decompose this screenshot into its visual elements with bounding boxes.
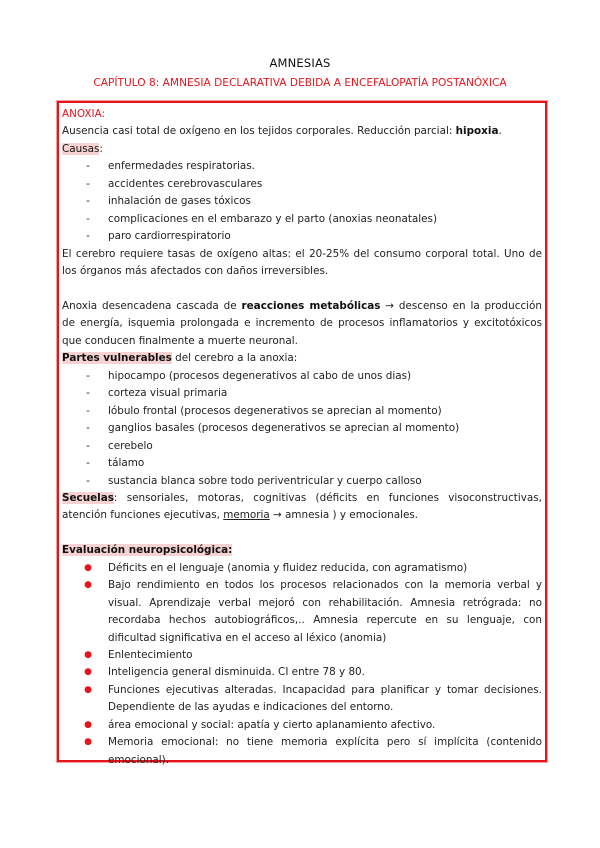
definition-end: . <box>498 125 502 138</box>
bullet-item <box>62 560 542 577</box>
evaluacion-label: Evaluación neuropsicológica: <box>62 544 233 557</box>
bullet-icon: ● <box>84 562 92 573</box>
list-item-text: tálamo <box>108 457 145 470</box>
list-item-text: accidentes cerebrovasculares <box>108 177 263 190</box>
list-item-text: ganglios basales (procesos degenerativos se aprecian al momento) <box>108 422 460 435</box>
list-item-text: cerebelo <box>108 439 153 452</box>
list-item-text: corteza visual primaria <box>108 387 228 400</box>
list-item: - sustancia blanca sobre todo periventricular y cuerpo calloso <box>62 473 542 490</box>
cascada-bold: reacciones metabólicas <box>241 299 381 312</box>
list-item-text: hipocampo (procesos degenerativos al cabo de unos dias) <box>108 369 412 382</box>
list-item: - paro cardiorrespiratorio <box>62 228 542 245</box>
list-item-text: complicaciones en el embarazo y el parto (anoxias neonatales) <box>108 212 438 225</box>
bullet-item <box>62 734 542 769</box>
bullet-item <box>62 717 542 734</box>
list-item-text: paro cardiorrespiratorio <box>108 230 231 243</box>
list-item: - accidentes cerebrovasculares <box>62 176 542 193</box>
list-item: - hipocampo (procesos degenerativos al cabo de unos dias) <box>62 368 542 385</box>
partes-heading <box>62 350 542 367</box>
evaluacion-heading <box>62 542 542 559</box>
list-item: - corteza visual primaria <box>62 385 542 402</box>
causas-list <box>62 158 542 245</box>
bullet-icon: ● <box>84 684 92 695</box>
cascada-text-end: → descenso en la producción de energía, isquemia prolongada e incremento de procesos inflamatorios y excitotóxicos que conducen finalmente a muerte neuronal. <box>62 299 542 347</box>
bullet-icon: ● <box>84 737 92 748</box>
list-item-text: lóbulo frontal (procesos degenerativos se aprecian al momento) <box>108 404 442 417</box>
list-item: - tálamo <box>62 455 542 472</box>
cerebro-paragraph: El cerebro requiere tasas de oxígeno altas: el 20-25% del consumo corporal total. Uno de los órganos más afectados con daños irreversibles. <box>62 247 542 278</box>
secuelas-paragraph <box>62 490 542 525</box>
secuelas-underlined: memoria <box>223 509 270 522</box>
chapter-title: CAPÍTULO 8: AMNESIA DECLARATIVA DEBIDA A ENCEFALOPATÍA POSTANÓXICA <box>93 77 507 89</box>
partes-rest: del cerebro a la anoxia: <box>171 352 298 365</box>
secuelas-label: Secuelas <box>62 491 114 504</box>
evaluacion-list <box>62 560 542 769</box>
bullet-text: área emocional y social: apatía y cierto aplanamiento afectivo. <box>108 718 436 731</box>
bullet-text: Funciones ejecutivas alteradas. Incapacidad para planificar y tomar decisiones. Dependiente de las ayudas e indicaciones del entorno. <box>108 683 542 714</box>
bullet-item <box>62 577 542 647</box>
list-item-text: sustancia blanca sobre todo periventricular y cuerpo calloso <box>108 474 422 487</box>
bullet-item <box>62 682 542 717</box>
secuelas-text-end: → amnesia ) y emocionales. <box>269 509 419 522</box>
bullet-icon: ● <box>84 667 92 678</box>
cascada-text: Anoxia desencadena cascada de <box>62 299 242 312</box>
causas-colon: : <box>99 142 103 155</box>
anoxia-box <box>57 101 547 766</box>
bullet-text: Bajo rendimiento en todos los procesos relacionados con la memoria verbal y visual. Aprendizaje verbal mejoró con rehabilitación. Amnesia retrógrada: no recordaba hechos autobiográficos,.. Amnesia repercute en su lenguaje, con dificultad significativa en el acceso al léxico (anomia) <box>108 579 542 644</box>
bullet-icon: ● <box>84 650 92 661</box>
causas-heading <box>62 141 542 158</box>
bullet-text: Déficits en el lenguaje (anomia y fluidez reducida, con agramatismo) <box>108 561 468 574</box>
bullet-text: Memoria emocional: no tiene memoria explícita pero sí implícita (contenido emocional). <box>108 736 542 766</box>
bullet-icon: ● <box>84 719 92 730</box>
partes-label: Partes vulnerables <box>62 352 172 365</box>
anoxia-heading: ANOXIA: <box>62 108 106 120</box>
list-item: - lóbulo frontal (procesos degenerativos se aprecian al momento) <box>62 403 542 420</box>
list-item: - cerebelo <box>62 438 542 455</box>
bullet-item <box>62 664 542 681</box>
bullet-icon: ● <box>84 580 92 591</box>
bullet-item <box>62 647 542 664</box>
list-item: - ganglios basales (procesos degenerativos se aprecian al momento) <box>62 420 542 437</box>
cascada-paragraph <box>62 298 542 350</box>
list-item: - complicaciones en el embarazo y el parto (anoxias neonatales) <box>62 211 542 228</box>
list-item-text: inhalación de gases tóxicos <box>108 195 251 208</box>
causas-label: Causas <box>62 142 100 155</box>
secuelas-text: : sensoriales, motoras, cognitivas (déficits en funciones visoconstructivas, atención funciones ejecutivas, <box>62 491 542 522</box>
list-item: - enfermedades respiratorias. <box>62 158 542 175</box>
anoxia-definition <box>62 123 542 140</box>
bullet-text: Inteligencia general disminuida. CI entre 78 y 80. <box>108 666 365 679</box>
list-item: - inhalación de gases tóxicos <box>62 193 542 210</box>
document-title: AMNESIAS <box>269 56 331 70</box>
partes-list <box>62 368 542 490</box>
definition-bold: hipoxia <box>455 125 499 138</box>
list-item-text: enfermedades respiratorias. <box>108 160 255 173</box>
bullet-text: Enlentecimiento <box>108 649 193 662</box>
definition-text: Ausencia casi total de oxígeno en los tejidos corporales. Reducción parcial: <box>62 125 456 138</box>
